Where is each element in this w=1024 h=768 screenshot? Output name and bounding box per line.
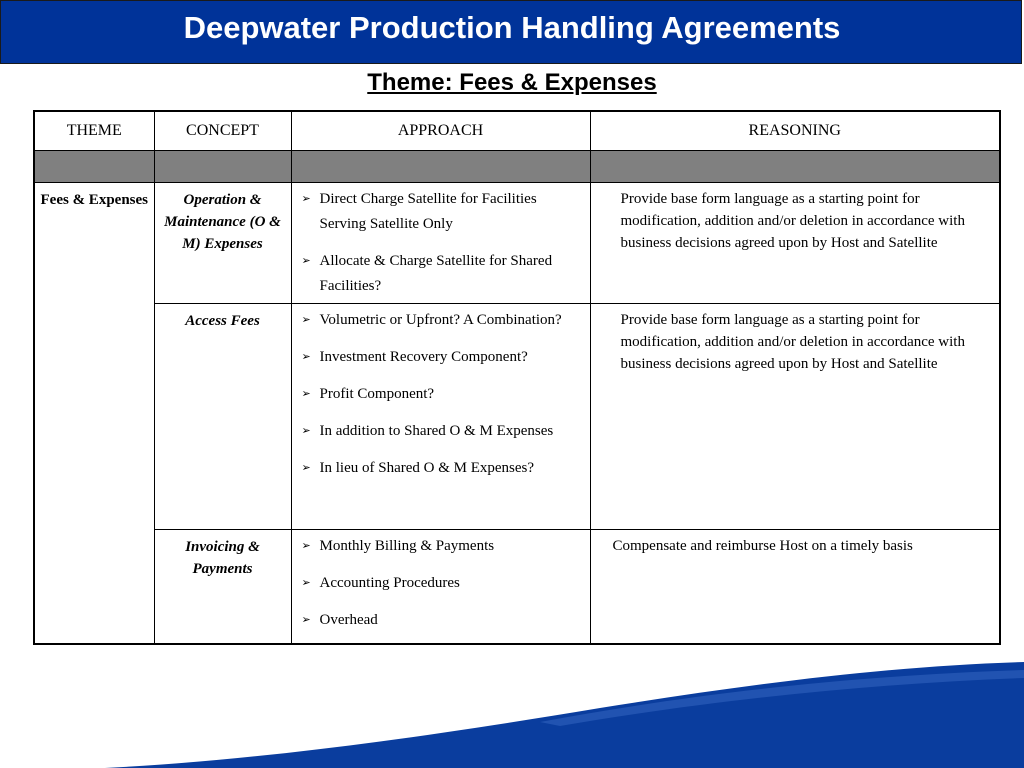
- arrowhead-bullet-icon: ➢: [301, 540, 311, 552]
- reasoning-cell: Provide base form language as a starting point for modification, addition and/or deletion in accordance with business decisions agreed upon by Host and Satellite: [590, 183, 1000, 304]
- separator-cell: [590, 151, 1000, 183]
- column-header-theme: THEME: [34, 111, 154, 151]
- separator-cell: [34, 151, 154, 183]
- list-item: ➢ Direct Charge Satellite for Facilities Serving Satellite Only: [300, 187, 584, 237]
- list-item: ➢ Accounting Procedures: [300, 571, 584, 596]
- theme-cell: Fees & Expenses: [34, 183, 154, 644]
- arrowhead-bullet-icon: ➢: [301, 388, 311, 400]
- approach-cell: [291, 304, 590, 530]
- list-item: ➢ Investment Recovery Component?: [300, 345, 584, 370]
- column-header-reasoning: REASONING: [590, 111, 1000, 151]
- list-item: ➢ Allocate & Charge Satellite for Shared Facilities?: [300, 249, 584, 299]
- reasoning-cell: Provide base form language as a starting point for modification, addition and/or deletion in accordance with business decisions agreed upon by Host and Satellite: [590, 304, 1000, 530]
- list-item: ➢ In lieu of Shared O & M Expenses?: [300, 456, 584, 481]
- separator-cell: [291, 151, 590, 183]
- table-row: [34, 304, 1000, 530]
- list-item: ➢ In addition to Shared O & M Expenses: [300, 419, 584, 444]
- arrowhead-bullet-icon: ➢: [301, 614, 311, 626]
- list-item: ➢ Overhead: [300, 608, 584, 633]
- column-header-approach: APPROACH: [291, 111, 590, 151]
- column-header-concept: CONCEPT: [154, 111, 291, 151]
- list-item: ➢ Profit Component?: [300, 382, 584, 407]
- separator-cell: [154, 151, 291, 183]
- slide-title: Deepwater Production Handling Agreements: [183, 10, 841, 45]
- concept-cell: Invoicing & Payments: [154, 530, 291, 644]
- arrowhead-bullet-icon: ➢: [301, 314, 311, 326]
- approach-cell: [291, 183, 590, 304]
- concept-cell: Operation & Maintenance (O & M) Expenses: [154, 183, 291, 304]
- arrowhead-bullet-icon: ➢: [301, 351, 311, 363]
- approach-list: [300, 534, 584, 633]
- fees-table: [33, 110, 1001, 645]
- subtitle-text: Theme: Fees & Expenses: [367, 69, 657, 96]
- arrowhead-bullet-icon: ➢: [301, 425, 311, 437]
- table-header-row: [34, 111, 1000, 151]
- decorative-wave: [0, 650, 1024, 768]
- arrowhead-bullet-icon: ➢: [301, 462, 311, 474]
- approach-cell: [291, 530, 590, 644]
- list-item: ➢ Volumetric or Upfront? A Combination?: [300, 308, 584, 333]
- approach-list: [300, 308, 584, 481]
- arrowhead-bullet-icon: ➢: [301, 255, 311, 267]
- arrowhead-bullet-icon: ➢: [301, 577, 311, 589]
- reasoning-cell: Compensate and reimburse Host on a timely basis: [590, 530, 1000, 644]
- table-row: [34, 530, 1000, 644]
- list-item: ➢ Monthly Billing & Payments: [300, 534, 584, 559]
- concept-cell: Access Fees: [154, 304, 291, 530]
- table-separator-row: [34, 151, 1000, 183]
- arrowhead-bullet-icon: ➢: [301, 193, 311, 205]
- approach-list: [300, 187, 584, 299]
- table-row: [34, 183, 1000, 304]
- slide-subtitle: [0, 68, 1024, 98]
